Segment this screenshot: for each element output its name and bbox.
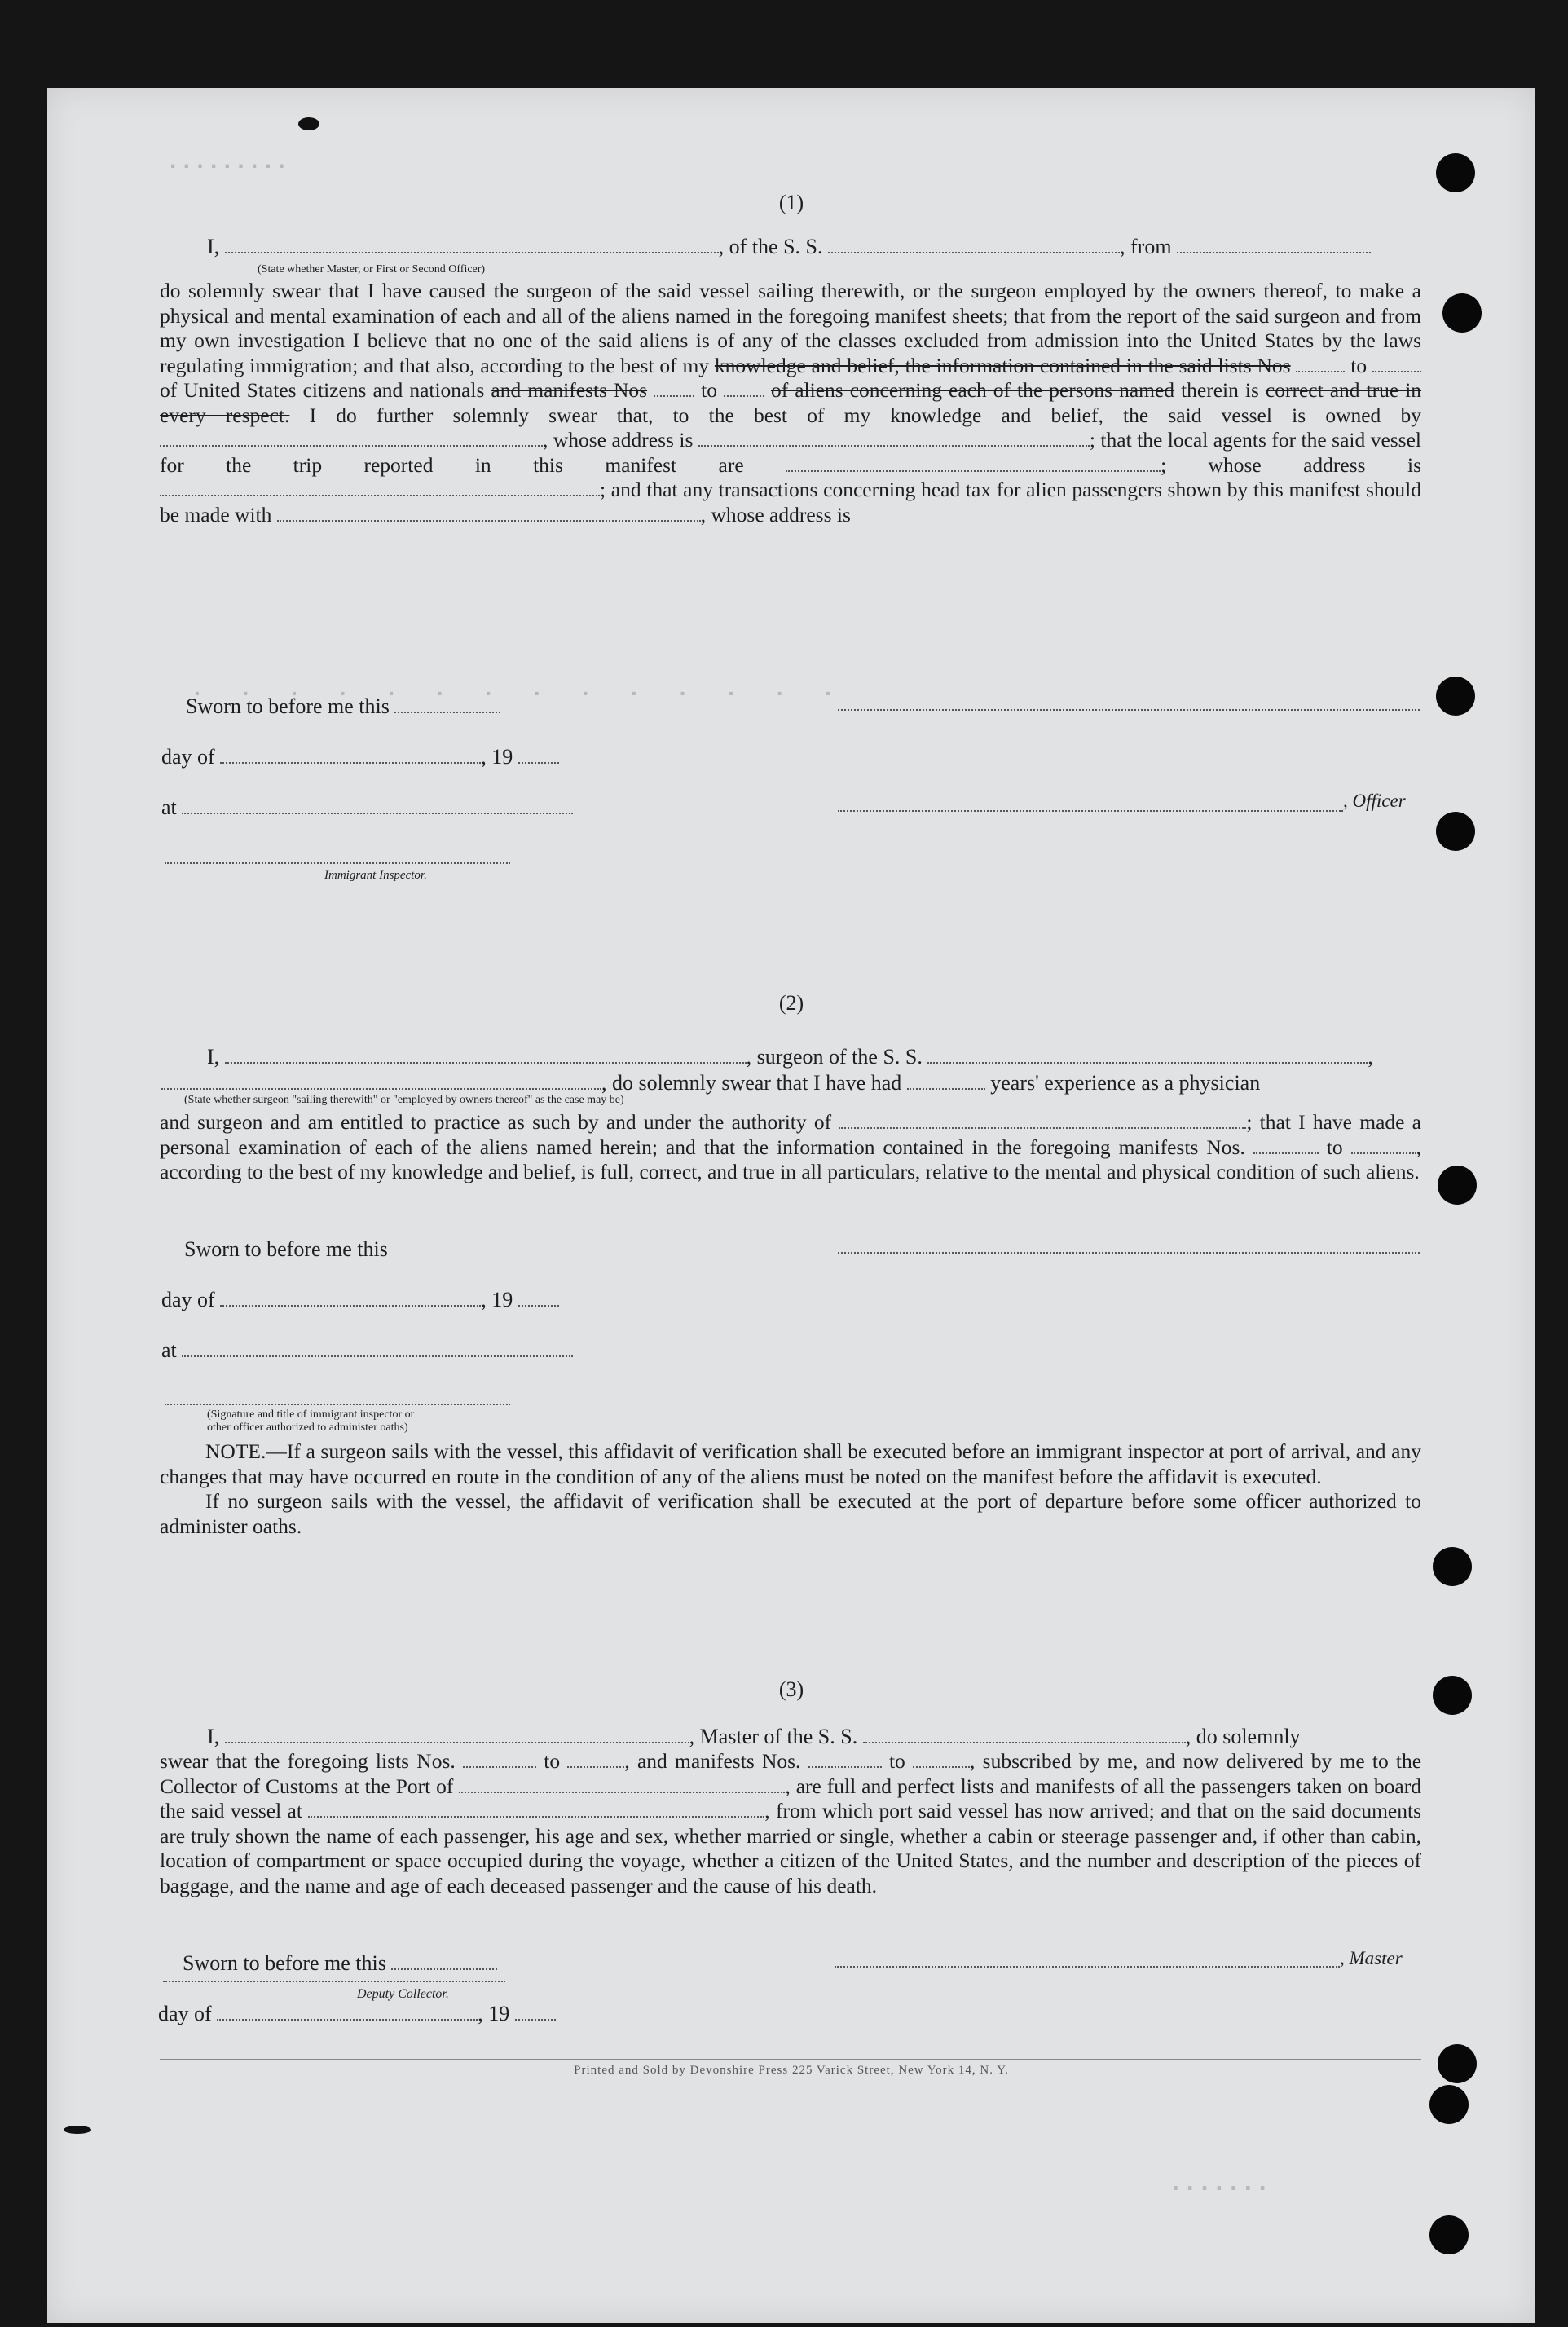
deputy-collector-label: Deputy Collector.: [357, 1987, 449, 2001]
section-1-day-of: day of , 19: [161, 745, 559, 769]
vessel-name-field: [828, 236, 1120, 253]
surgeon-hint-caption: (State whether surgeon "sailing therewith" or "employed by owners thereof" as the case may be): [184, 1094, 624, 1106]
immigrant-inspector-caption: Immigrant Inspector.: [324, 869, 427, 882]
master-title: , Master: [1340, 1948, 1403, 1968]
section-1-at: at: [161, 795, 573, 820]
section-2-oath-line-2: , do solemnly swear that I have had years' experience as a physician: [161, 1071, 1260, 1095]
note-paragraph-2: If no surgeon sails with the vessel, the affidavit of verification shall be executed at the port of departure before some officer authorized to administer oaths.: [160, 1489, 1421, 1538]
authority-field: [839, 1111, 1246, 1129]
section-2-at: at: [161, 1338, 573, 1363]
collector-port-field: [459, 1775, 785, 1793]
section-3-sworn: Sworn to before me this: [183, 1951, 497, 1976]
verification-note: [160, 1439, 1421, 1539]
signature-hint-caption-1: (Signature and title of immigrant inspector or: [207, 1408, 415, 1421]
binding-hole: [1429, 2215, 1469, 2254]
binding-hole: [1436, 812, 1475, 851]
section-2-oath-line-1: I, , surgeon of the S. S. ,: [207, 1045, 1373, 1069]
signature-hint-caption-2: other officer authorized to administer oaths): [207, 1421, 408, 1434]
ink-speck: [64, 2126, 91, 2134]
section-3-day-of: day of , 19: [158, 2002, 556, 2026]
section-1-officer-line: [838, 810, 1343, 812]
binding-hole: [1429, 2085, 1469, 2124]
departure-port-field: [308, 1800, 764, 1818]
inspector-signature-line: [165, 862, 510, 864]
section-2-sworn: Sworn to before me this: [184, 1237, 388, 1261]
section-1-signature-line: [838, 709, 1420, 711]
from-port-field: [1177, 236, 1371, 253]
footer-rule: [160, 2059, 1421, 2060]
binding-hole: [1442, 293, 1482, 333]
officer-name-field: [225, 236, 719, 253]
master-vessel-field: [863, 1725, 1186, 1743]
agents-field: [786, 454, 1161, 472]
section-1-oath-line: I, , of the S. S. , from: [207, 235, 1371, 259]
binding-hole: [1436, 677, 1475, 716]
section-1-sworn: Sworn to before me this: [186, 694, 500, 719]
section-3-oath-line: I, , Master of the S. S. , do solemnly: [207, 1725, 1301, 1748]
binding-hole: [1436, 153, 1475, 192]
deputy-collector-line: [163, 1981, 505, 1982]
bleed-through-text: . . . . . . . . . . . . . .: [194, 675, 850, 700]
section-1-number: (1): [778, 191, 804, 214]
section-3-oath-paragraph: swear that the foregoing lists Nos. to , and manifests Nos. to , subscribed by me, and now delivered by me to the Collector of Customs at the Port of , are full and perfect lists and manifests of all the passengers taken on board the said vessel at , from which port said vessel has now arrived; and that on the said documents are truly shown the name of each passenger, his age and sex, whether married or single, whether a cabin or steerage passenger and, if other than cabin, location of compartment or space occupied during the voyage, whether a citizen of the United States, and the number and description of the pieces of baggage, and the name and age of each deceased passenger and the cause of his death.: [160, 1749, 1422, 1897]
section-2-inspector-line: [165, 1404, 510, 1405]
surgeon-name-field: [225, 1046, 747, 1064]
section-2-oath-paragraph: and surgeon and am entitled to practice as such by and under the authority of ; that I have made a personal examination of each of the aliens named herein; and that the information contained in the foregoing manifests Nos. to , according to the best of my knowledge and belief, is full, correct, and true in all particulars, relative to the mental and physical condition of such aliens.: [160, 1110, 1422, 1183]
document-page: [47, 88, 1535, 2323]
bleed-through-text: . . . . . . . . .: [170, 147, 285, 174]
surgeon-vessel-field: [927, 1046, 1368, 1064]
agents-address-field: [160, 478, 600, 496]
head-tax-field: [277, 504, 701, 522]
binding-hole: [1433, 1547, 1472, 1586]
officer-hint-caption: (State whether Master, or First or Second Officer): [258, 263, 486, 275]
owner-field: [160, 429, 543, 447]
printer-imprint: Printed and Sold by Devonshire Press 225 Varick Street, New York 14, N. Y.: [574, 2064, 1009, 2077]
section-3-number: (3): [778, 1677, 804, 1701]
binding-hole: [1438, 1166, 1477, 1205]
section-2-number: (2): [778, 991, 804, 1015]
owner-address-field: [698, 429, 1090, 447]
section-2-signature-line: [838, 1252, 1420, 1254]
bleed-through-text: . . . . . . .: [1172, 2166, 1266, 2196]
note-paragraph-1: NOTE.—If a surgeon sails with the vessel, this affidavit of verification shall be executed before an immigrant inspector at port of arrival, and any changes that may have occurred en route in the condition of any of the aliens must be noted on the manifest before the affidavit is executed.: [160, 1439, 1421, 1488]
master-name-field: [225, 1725, 689, 1743]
years-experience-field: [907, 1072, 985, 1090]
section-1-oath-paragraph: do solemnly swear that I have caused the surgeon of the said vessel sailing therewith, or the surgeon employed by the owners thereof, to make a physical and mental examination of each and all of the aliens named in the foregoing manifest sheets; that from the report of the said surgeon and from my own investigation I believe that no one of the said aliens is of any of the classes excluded from admission into the United States by the laws regulating immigration; and that also, according to the best of my knowledge and belief, the information contained in the said lists Nos to of United States citizens and nationals and manifests Nos to of aliens concerning each of the persons named therein is correct and true in every respect. I do further solemnly swear that, to the best of my knowledge and belief, the said vessel is owned by , whose address is ; that the local agents for the said vessel for the trip reported in this manifest are ; whose address is ; and that any transactions concerning head tax for alien passengers shown by this manifest should be made with , whose address is: [160, 279, 1422, 527]
ink-speck: [298, 117, 319, 130]
section-2-day-of: day of , 19: [161, 1288, 559, 1312]
officer-title: , Officer: [1343, 791, 1406, 811]
master-signature-line: [835, 1966, 1340, 1968]
